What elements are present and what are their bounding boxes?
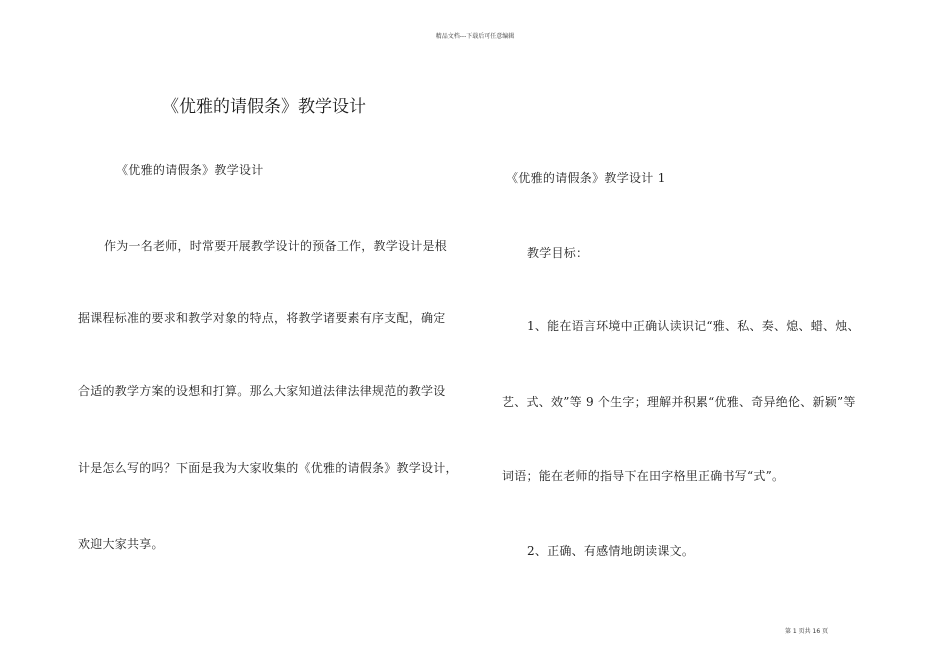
- document-title: 《优雅的请假条》教学设计: [162, 97, 366, 117]
- page-number-indicator: 第 1 页共 16 页: [785, 628, 829, 635]
- objective-2-line: 2、正确、有感情地朗读课文。: [527, 544, 695, 558]
- objective-1-line: 艺、式、效”等 9 个生字；理解并积累“优雅、奇异绝伦、新颖”等: [502, 395, 856, 409]
- intro-paragraph-line: 合适的教学方案的设想和打算。那么大家知道法律法律规范的教学设: [78, 384, 446, 398]
- objective-1-line: 词语；能在老师的指导下在田字格里正确书写“式”。: [502, 469, 785, 483]
- intro-paragraph-line: 据课程标准的要求和教学对象的特点，将教学诸要素有序支配，确定: [78, 311, 446, 325]
- intro-paragraph-line: 作为一名老师，时常要开展教学设计的预备工作，教学设计是根: [104, 239, 448, 253]
- objectives-heading: 教学目标：: [527, 246, 589, 260]
- intro-paragraph-line: 计是怎么写的吗？下面是我为大家收集的《优雅的请假条》教学设计，: [78, 461, 458, 475]
- right-column-subtitle: 《优雅的请假条》教学设计 1: [506, 171, 666, 185]
- left-column-subtitle: 《优雅的请假条》教学设计: [116, 163, 264, 177]
- page-header-note: 精品文档---下载后可任意编辑: [435, 33, 515, 40]
- objective-1-line: 1、能在语言环境中正确认读识记“雅、私、奏、熄、蜡、烛、: [527, 319, 860, 333]
- intro-paragraph-line: 欢迎大家共享。: [78, 537, 164, 551]
